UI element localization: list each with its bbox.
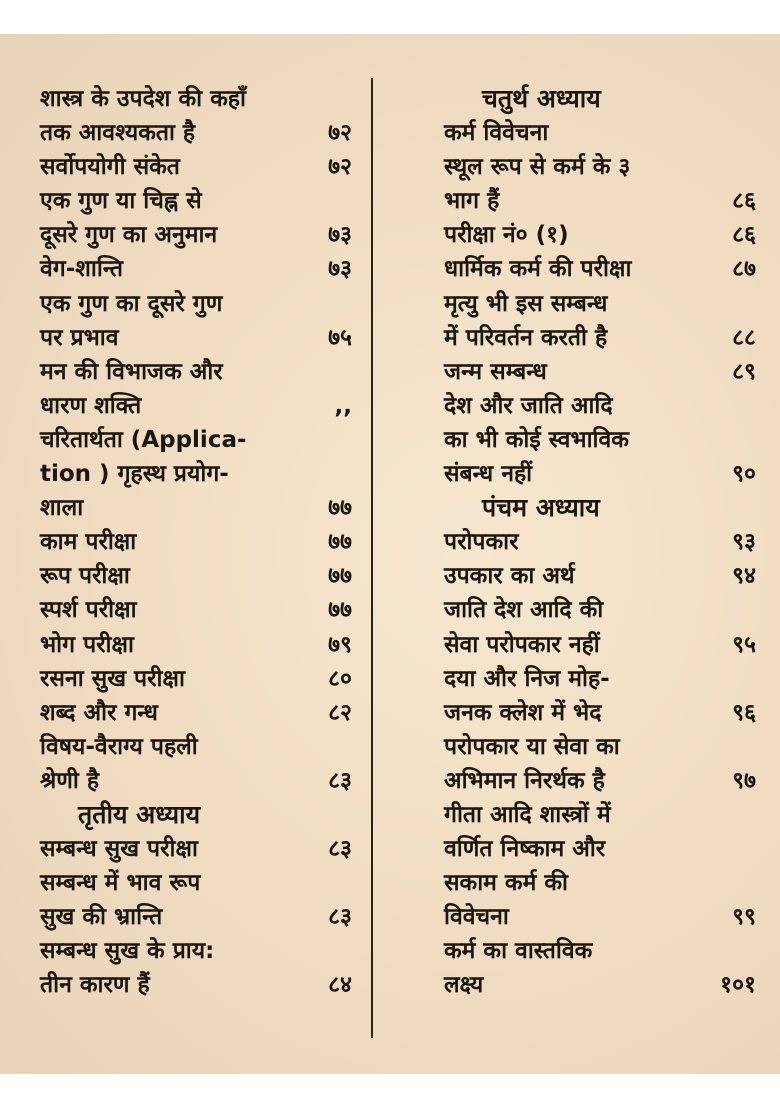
toc-entry [444,423,756,457]
entry-title: जनक क्लेश में भेद [444,699,602,726]
toc-entry [444,798,756,832]
toc-entry [444,900,756,934]
entry-title: परोपकार या सेवा का [444,733,620,760]
chapter-title: पंचम अध्याय [482,493,600,523]
toc-entry [444,730,756,764]
entry-title: वर्णित निष्काम और [444,836,606,863]
page-number: ७९ [328,631,352,658]
page-number: ७२ [328,154,352,181]
page-number: ९९ [732,904,756,931]
chapter-heading [40,798,352,832]
toc-entry [40,593,352,627]
page-number: ९४ [732,563,756,590]
toc-entry [444,764,756,798]
entry-title: सर्वोपयोगी संकेत [40,154,180,181]
toc-entry [444,252,756,286]
toc-entry [40,559,352,593]
page-number: ९६ [732,699,756,726]
toc-entry [40,968,352,1002]
entry-title: गीता आदि शास्त्रों में [444,801,611,828]
toc-entry [40,184,352,218]
page-number: ७७ [328,597,352,624]
toc-entry [444,662,756,696]
entry-title: शाला [40,495,84,522]
page-number: ८३ [328,904,352,931]
entry-title: सम्बन्ध सुख के प्राय: [40,938,215,965]
column-divider [371,78,373,1038]
page-number: ८४ [328,972,352,999]
toc-entry [40,287,352,321]
entry-title: काम परीक्षा [40,529,137,556]
entry-title: धारण शक्ति [40,392,142,419]
page-number: ,, [334,392,352,419]
entry-title: भोग परीक्षा [40,631,134,658]
entry-title: संबन्ध नहीं [444,461,533,488]
entry-title: मन की विभाजक और [40,358,223,385]
toc-entry [40,218,352,252]
page-number: १०१ [720,972,756,999]
entry-title: कर्म विवेचना [444,120,549,147]
entry-title: में परिवर्तन करती है [444,324,608,351]
entry-title: लक्ष्य [444,972,484,999]
page-number: ८७ [732,256,756,283]
toc-entry [40,252,352,286]
entry-title: tion ) गृहस्थ प्रयोग- [40,461,229,488]
entry-title: तीन कारण हैं [40,972,150,999]
entry-title: स्पर्श परीक्षा [40,597,137,624]
chapter-title: तृतीय अध्याय [78,799,201,829]
entry-title: कर्म का वास्तविक [444,938,593,965]
toc-entry [444,934,756,968]
entry-title: एक गुण का दूसरे गुण [40,290,223,317]
toc-entry [444,832,756,866]
page-number: ८० [328,665,352,692]
entry-title: अभिमान निरर्थक है [444,767,605,794]
toc-entry [40,866,352,900]
toc-entry [444,628,756,662]
toc-entry [40,321,352,355]
toc-entry [40,150,352,184]
contents-left-column [40,82,352,1003]
toc-entry [40,730,352,764]
toc-entry [40,355,352,389]
page-number: ८६ [732,222,756,249]
entry-title: स्थूल रूप से कर्म के ३ [444,154,631,181]
entry-title: परोपकार [444,529,519,556]
toc-entry [444,150,756,184]
entry-title: तक आवश्यकता है [40,120,196,147]
entry-title: देश और जाति आदि [444,392,613,419]
page-number: ८८ [732,324,756,351]
entry-title: चरितार्थता (Applica- [40,426,247,453]
entry-title: सकाम कर्म की [444,870,568,897]
page-number: ७७ [328,495,352,522]
page-number: ७३ [328,222,352,249]
toc-entry [40,662,352,696]
toc-entry [40,116,352,150]
entry-title: वेग-शान्ति [40,256,124,283]
toc-entry [444,457,756,491]
chapter-heading [444,82,756,116]
page-number: ७३ [328,256,352,283]
page-number: ९० [732,461,756,488]
entry-title: शास्त्र के उपदेश की कहाँ [40,86,246,112]
entry-title: जाति देश आदि की [444,597,604,624]
toc-entry [444,287,756,321]
page-number: ७७ [328,529,352,556]
page-number: ७५ [328,324,352,351]
page-number: ९३ [732,529,756,556]
entry-title: एक गुण या चिह्न से [40,188,202,215]
toc-entry [444,321,756,355]
entry-title: धार्मिक कर्म की परीक्षा [444,256,632,283]
toc-entry [40,900,352,934]
toc-entry [40,457,352,491]
toc-entry [444,355,756,389]
page-number: ७२ [328,120,352,147]
toc-entry [444,968,756,1002]
toc-entry [444,866,756,900]
entry-title: शब्द और गन्ध [40,699,158,726]
entry-title: विषय-वैराग्य पहली [40,733,198,760]
toc-entry [444,184,756,218]
chapter-heading [444,491,756,525]
toc-entry [40,82,352,116]
toc-entry [444,389,756,423]
contents-right-column [444,82,756,1003]
toc-entry [40,696,352,730]
toc-entry [40,525,352,559]
entry-title: दया और निज मोह- [444,665,610,692]
entry-title: सेवा परोपकार नहीं [444,631,600,658]
toc-entry [444,593,756,627]
page-number: ९७ [732,767,756,794]
entry-title: विवेचना [444,904,509,931]
entry-title: सम्बन्ध सुख परीक्षा [40,836,198,863]
toc-entry [444,559,756,593]
entry-title: परीक्षा नं० (१) [444,222,569,249]
toc-entry [40,764,352,798]
entry-title: रसना सुख परीक्षा [40,665,185,692]
entry-title: श्रेणी है [40,767,100,794]
page-number: ७७ [328,563,352,590]
chapter-title: चतुर्थ अध्याय [482,84,601,113]
page-number: ८६ [732,188,756,215]
entry-title: पर प्रभाव [40,324,119,351]
toc-entry [444,116,756,150]
toc-entry [40,389,352,423]
page-number: ८३ [328,836,352,863]
entry-title: सम्बन्ध में भाव रूप [40,870,201,897]
entry-title: जन्म सम्बन्ध [444,358,547,385]
toc-entry [40,628,352,662]
entry-title: सुख की भ्रान्ति [40,904,163,931]
page-number: ८२ [328,699,352,726]
toc-entry [40,934,352,968]
toc-entry [444,218,756,252]
toc-entry [40,832,352,866]
entry-title: का भी कोई स्वभाविक [444,426,629,453]
entry-title: मृत्यु भी इस सम्बन्ध [444,290,608,317]
toc-entry [40,423,352,457]
page-number: ९५ [732,631,756,658]
entry-title: दूसरे गुण का अनुमान [40,222,218,249]
page-number: ८९ [732,358,756,385]
toc-entry [40,491,352,525]
scanned-page [0,34,780,1074]
toc-entry [444,525,756,559]
toc-entry [444,696,756,730]
entry-title: उपकार का अर्थ [444,563,575,590]
entry-title: भाग हैं [444,188,500,215]
page-number: ८३ [328,767,352,794]
entry-title: रूप परीक्षा [40,563,130,590]
